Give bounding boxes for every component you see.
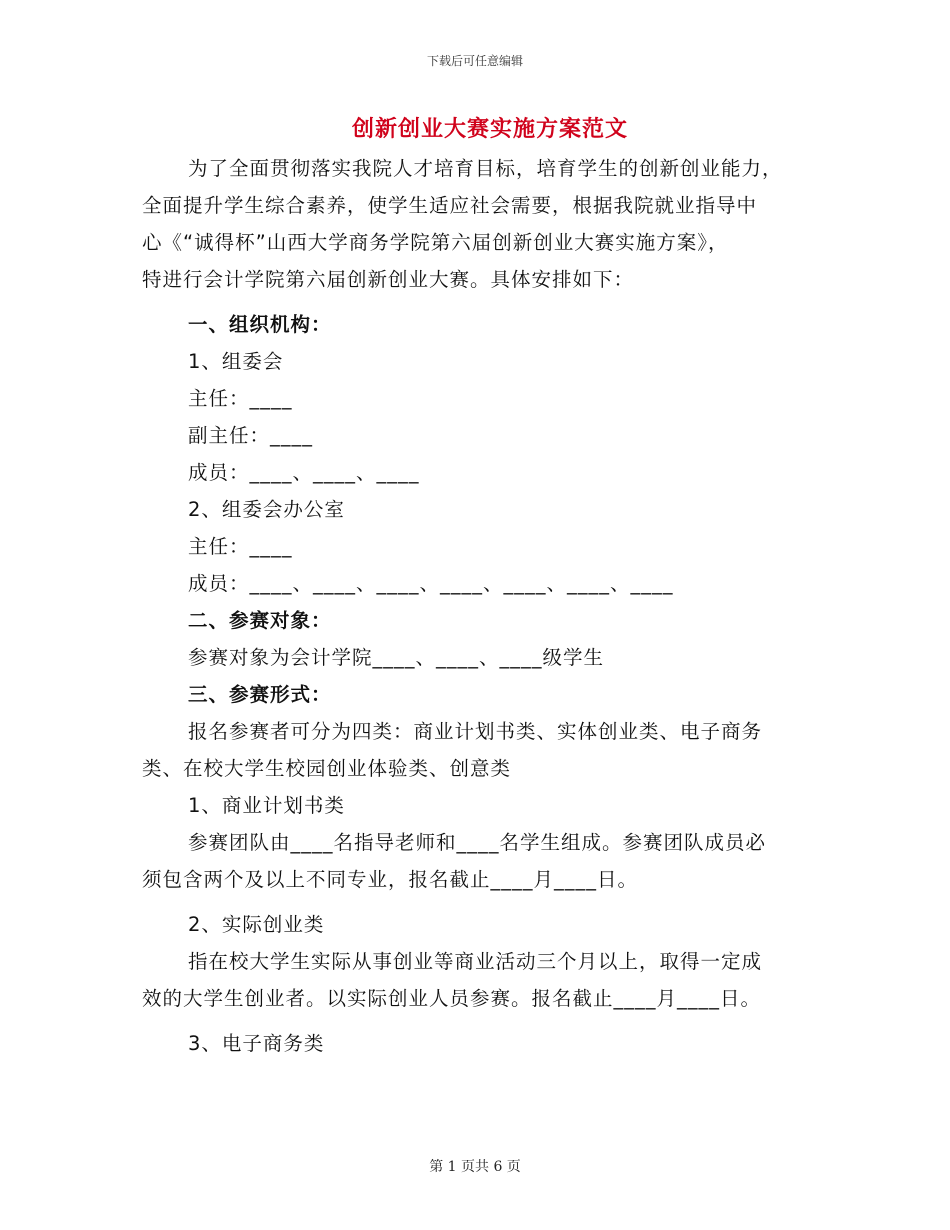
paragraph-line: 成员：____、____、____ [188, 461, 420, 484]
section-heading: 一、组织机构： [188, 313, 332, 336]
paragraph-line: 副主任：____ [188, 424, 314, 447]
paragraph-line: 成员：____、____、____、____、____、____、____ [188, 572, 674, 595]
paragraph-line: 指在校大学生实际从事创业等商业活动三个月以上，取得一定成 [188, 950, 763, 973]
paragraph-line: 3、电子商务类 [188, 1032, 325, 1055]
paragraph-line: 效的大学生创业者。以实际创业人员参赛。报名截止____月____日。 [142, 987, 762, 1010]
section-heading: 三、参赛形式： [188, 683, 332, 706]
paragraph-line: 类、在校大学生校园创业体验类、创意类 [142, 757, 512, 780]
paragraph-line: 参赛团队由____名指导老师和____名学生组成。参赛团队成员必 [188, 831, 767, 854]
section-heading: 二、参赛对象： [188, 609, 332, 632]
paragraph-gap [142, 298, 822, 306]
page-footer: 第 1 页共 6 页 [429, 1159, 521, 1175]
paragraph-line: 1、组委会 [188, 350, 284, 373]
paragraph-gap [142, 898, 822, 906]
paragraph-line: 须包含两个及以上不同专业，报名截止____月____日。 [142, 868, 639, 891]
paragraph-line: 主任：____ [188, 387, 293, 410]
document-title: 创新创业大赛实施方案范文 [351, 116, 628, 142]
paragraph-line: 心《“诚得杯”山西大学商务学院第六届创新创业大赛实施方案》， [142, 231, 729, 254]
paragraph-line: 为了全面贯彻落实我院人才培育目标，培育学生的创新创业能力， [188, 157, 783, 180]
paragraph-gap [142, 1017, 822, 1025]
paragraph-line: 特进行会计学院第六届创新创业大赛。具体安排如下： [142, 268, 635, 291]
document-body [142, 150, 822, 1062]
paragraph-line: 全面提升学生综合素养，使学生适应社会需要，根据我院就业指导中 [142, 194, 758, 217]
header-note: 下载后可任意编辑 [426, 54, 523, 68]
paragraph-line: 主任：____ [188, 535, 293, 558]
paragraph-line: 参赛对象为会计学院____、____、____级学生 [188, 646, 605, 669]
paragraph-line: 1、商业计划书类 [188, 794, 345, 817]
paragraph-line: 2、组委会办公室 [188, 498, 345, 521]
paragraph-line: 报名参赛者可分为四类：商业计划书类、实体创业类、电子商务 [188, 720, 763, 743]
paragraph-line: 2、实际创业类 [188, 913, 325, 936]
